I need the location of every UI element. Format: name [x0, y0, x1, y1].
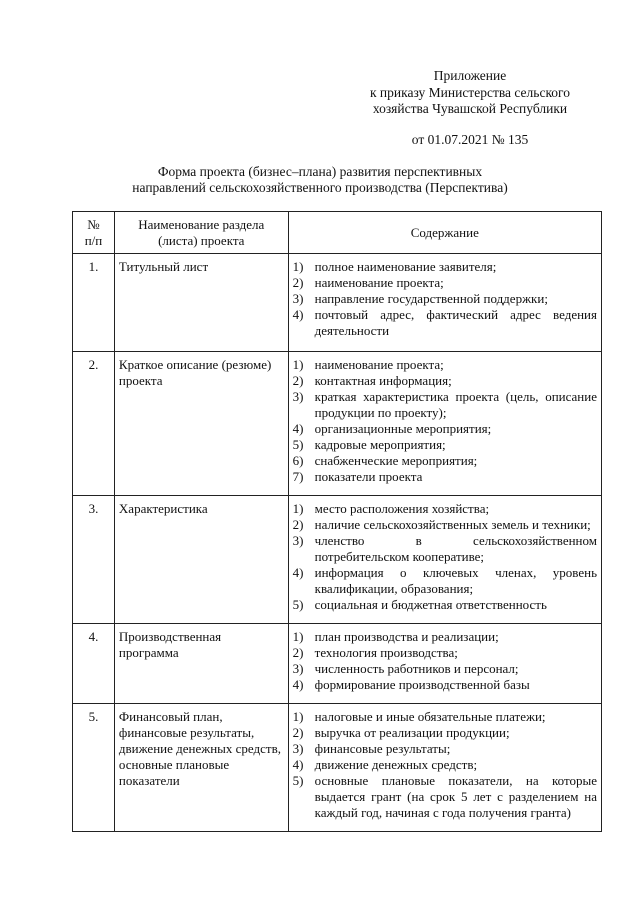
list-item-number: 2) [292, 275, 304, 290]
list-item-number: 2) [292, 725, 304, 740]
list-item-number: 5) [292, 437, 304, 452]
list-item-text: налоговые и иные обязательные платежи; [314, 709, 546, 724]
list-item-text: место расположения хозяйства; [314, 501, 490, 516]
list-item [293, 291, 597, 307]
list-item-number: 4) [292, 307, 304, 322]
header-number [73, 212, 115, 254]
list-item [293, 501, 597, 517]
list-item-number: 4) [292, 757, 304, 772]
list-item-number: 4) [292, 565, 304, 580]
list-item [293, 709, 597, 725]
appendix-line: Приложение [433, 68, 507, 83]
list-item-number: 3) [292, 741, 304, 756]
list-item [293, 677, 597, 693]
list-item-text: основные плановые показатели, на которые выдается грант (на срок 5 лет с разделением на каждый год, начиная с года получения гранта) [314, 773, 597, 820]
list-item [293, 275, 597, 291]
list-item-number: 3) [292, 389, 304, 404]
list-item [293, 533, 597, 565]
list-item-text: направление государственной поддержки; [314, 291, 548, 306]
list-item-number: 2) [292, 645, 304, 660]
list-item [293, 773, 597, 821]
section-content [288, 496, 601, 624]
list-item [293, 307, 597, 339]
list-item-number: 1) [292, 629, 304, 644]
list-item-number: 1) [292, 709, 304, 724]
appendix-header [360, 68, 580, 148]
list-item-text: формирование производственной базы [314, 677, 530, 692]
list-item-number: 5) [292, 597, 304, 612]
list-item [293, 469, 597, 485]
table-row [73, 704, 602, 832]
content-list [293, 629, 597, 693]
list-item [293, 373, 597, 389]
content-list [293, 259, 597, 339]
list-item-number: 3) [292, 291, 304, 306]
list-item [293, 757, 597, 773]
list-item-text: наличие сельскохозяйственных земель и техники; [314, 517, 591, 532]
list-item-number: 4) [292, 677, 304, 692]
order-date: от 01.07.2021 № 135 [411, 131, 529, 147]
list-item-text: финансовые результаты; [314, 741, 451, 756]
appendix-line: к приказу Министерства сельского [369, 84, 571, 100]
list-item-text: контактная информация; [314, 373, 452, 388]
header-number-line1: № [87, 217, 100, 232]
list-item [293, 437, 597, 453]
section-content [288, 704, 601, 832]
list-item [293, 517, 597, 533]
section-content [288, 352, 601, 496]
header-content: Содержание [288, 212, 601, 254]
appendix-line: хозяйства Чувашской Республики [372, 101, 568, 116]
list-item-number: 2) [292, 517, 304, 532]
list-item-text: социальная и бюджетная ответственность [314, 597, 547, 612]
list-item [293, 629, 597, 645]
list-item-text: наименование проекта; [314, 357, 444, 372]
table-row [73, 352, 602, 496]
list-item-number: 2) [292, 373, 304, 388]
list-item-number: 6) [292, 453, 304, 468]
list-item [293, 741, 597, 757]
list-item-text: кадровые мероприятия; [314, 437, 446, 452]
list-item-text: полное наименование заявителя; [314, 259, 497, 274]
table-row [73, 496, 602, 624]
list-item-text: наименование проекта; [314, 275, 444, 290]
table-header-row [73, 212, 602, 254]
list-item-number: 3) [292, 661, 304, 676]
section-content [288, 254, 601, 352]
title-line: Форма проекта (бизнес–плана) развития перспективных [157, 164, 483, 179]
list-item-text: выручка от реализации продукции; [314, 725, 510, 740]
header-name-line1: Наименование раздела [138, 217, 265, 232]
list-item [293, 259, 597, 275]
title-line: направлений сельскохозяйственного производства (Перспектива) [132, 180, 508, 195]
list-item-text: движение денежных средств; [314, 757, 478, 772]
row-number: 4. [73, 624, 115, 704]
row-number: 5. [73, 704, 115, 832]
list-item-number: 4) [292, 421, 304, 436]
table-row [73, 254, 602, 352]
row-number: 2. [73, 352, 115, 496]
section-name: Краткое описание (резюме) проекта [114, 352, 288, 496]
section-name: Характеристика [114, 496, 288, 624]
list-item [293, 453, 597, 469]
section-name: Производственная программа [114, 624, 288, 704]
section-name: Титульный лист [114, 254, 288, 352]
list-item-text: информация о ключевых членах, уровень квалификации, образования; [314, 565, 597, 596]
list-item-number: 1) [292, 259, 304, 274]
list-item-number: 1) [292, 501, 304, 516]
list-item-text: численность работников и персонал; [314, 661, 519, 676]
list-item-text: показатели проекта [314, 469, 423, 484]
row-number: 1. [73, 254, 115, 352]
list-item-text: краткая характеристика проекта (цель, описание продукции по проекту); [314, 389, 597, 420]
list-item [293, 725, 597, 741]
list-item-number: 7) [292, 469, 304, 484]
row-number: 3. [73, 496, 115, 624]
list-item-text: организационные мероприятия; [314, 421, 492, 436]
document-title [60, 164, 580, 196]
business-plan-table [72, 211, 602, 832]
header-section-name [114, 212, 288, 254]
list-item [293, 597, 597, 613]
list-item [293, 661, 597, 677]
header-number-line2: п/п [84, 233, 103, 248]
content-list [293, 357, 597, 485]
list-item [293, 389, 597, 421]
section-name: Финансовый план, финансовые результаты, движение денежных средств, основные плановые показатели [114, 704, 288, 832]
list-item-text: членство в сельскохозяйственном потребительском кооперативе; [314, 533, 597, 564]
list-item-number: 1) [292, 357, 304, 372]
list-item-text: почтовый адрес, фактический адрес ведения деятельности [314, 307, 597, 338]
list-item-number: 5) [292, 773, 304, 788]
list-item-text: план производства и реализации; [314, 629, 499, 644]
table-row [73, 624, 602, 704]
content-list [293, 501, 597, 613]
list-item-text: технология производства; [314, 645, 458, 660]
list-item-number: 3) [292, 533, 304, 548]
list-item [293, 645, 597, 661]
list-item [293, 565, 597, 597]
list-item [293, 357, 597, 373]
list-item [293, 421, 597, 437]
list-item-text: снабженческие мероприятия; [314, 453, 478, 468]
section-content [288, 624, 601, 704]
content-list [293, 709, 597, 821]
header-name-line2: (листа) проекта [158, 233, 245, 248]
